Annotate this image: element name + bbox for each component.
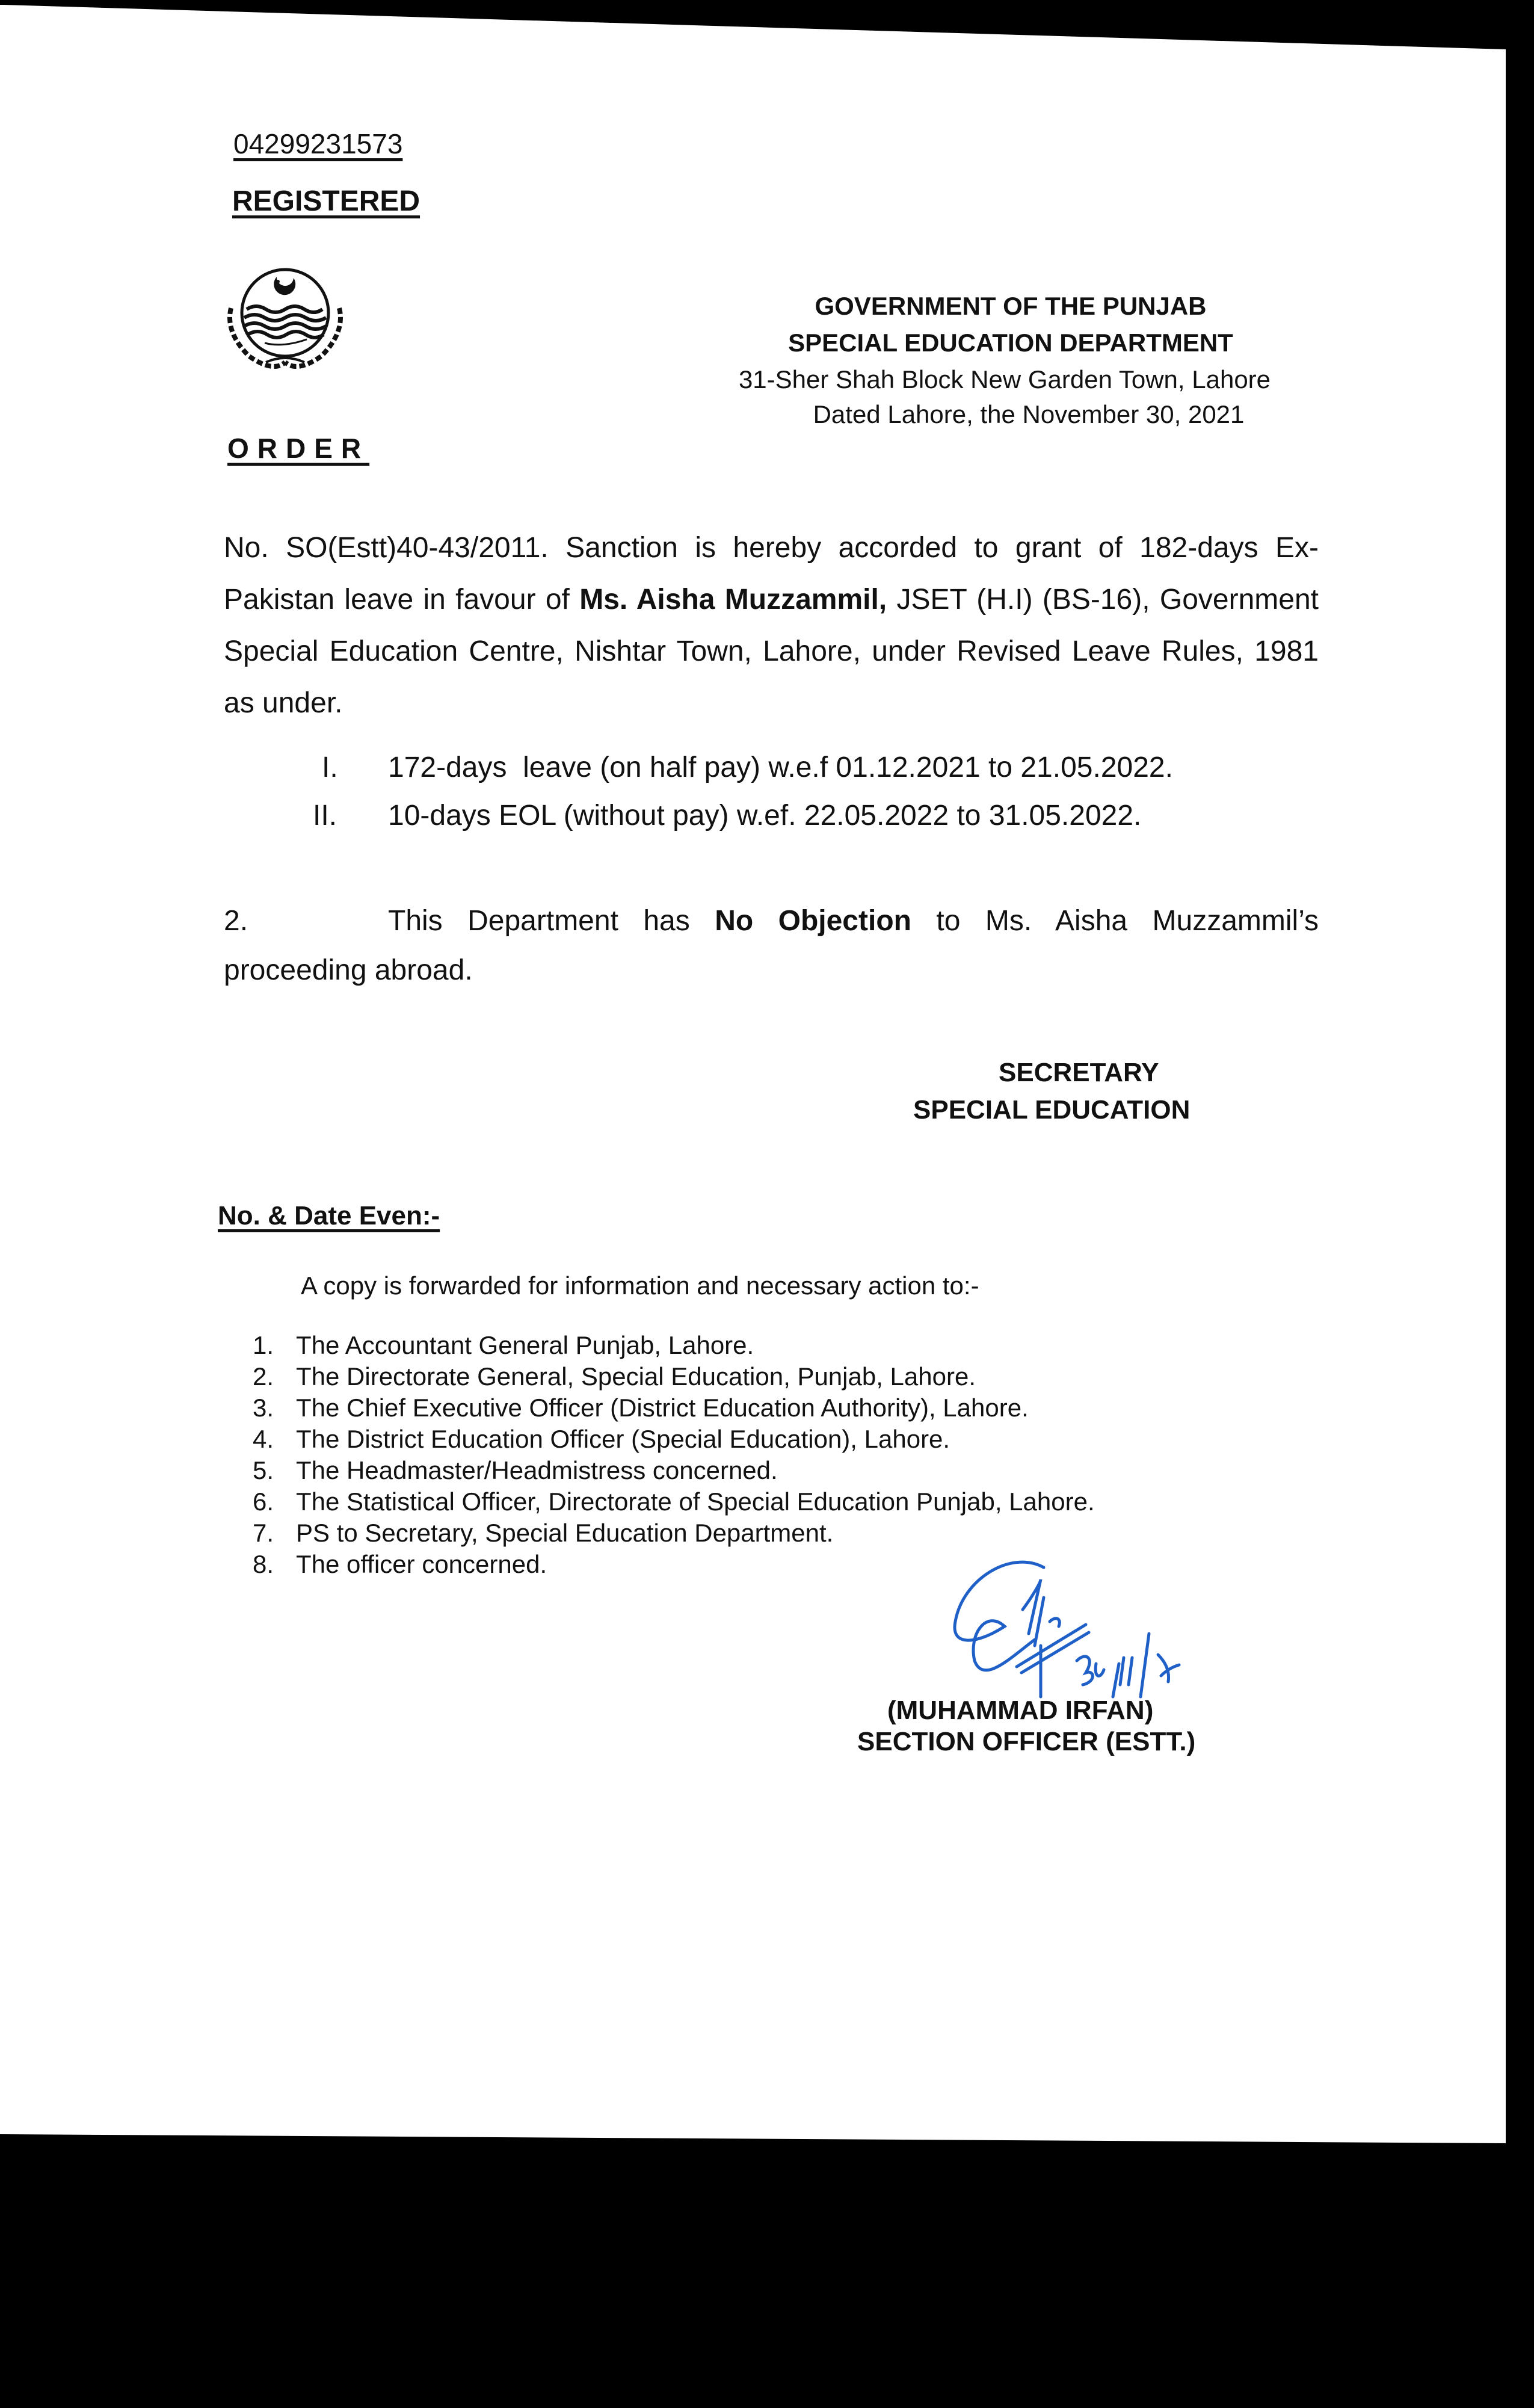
- paragraph-2-number: 2.: [224, 905, 248, 937]
- no-objection-paragraph: [388, 904, 1319, 937]
- recipient-text: The Headmaster/Headmistress concerned.: [296, 1456, 778, 1484]
- sanction-text-part2: JSET (H.I) (BS-16), Government Special Education Centre, Nishtar Town, Lahore, under Revised Leave Rules, 1981 as under.: [224, 584, 1319, 719]
- signatory-designation: SECTION OFFICER (ESTT.): [857, 1727, 1196, 1756]
- authority-department: SPECIAL EDUCATION: [913, 1095, 1191, 1125]
- reference-phone-number: 04299231573: [233, 128, 403, 159]
- header-department: SPECIAL EDUCATION DEPARTMENT: [788, 329, 1233, 357]
- recipient-text: PS to Secretary, Special Education Department.: [296, 1519, 834, 1547]
- header-government: GOVERNMENT OF THE PUNJAB: [815, 292, 1207, 320]
- recipient-number: 4.: [253, 1425, 274, 1453]
- recipient-number: 7.: [253, 1519, 274, 1547]
- no-objection-text-part1: This Department has: [388, 905, 715, 937]
- recipient-text: The officer concerned.: [296, 1550, 547, 1578]
- leave-item-number: I.: [322, 752, 338, 783]
- recipient-text: The District Education Officer (Special Education), Lahore.: [296, 1425, 950, 1453]
- copy-intro: A copy is forwarded for information and necessary action to:-: [301, 1271, 979, 1300]
- employee-name: Ms. Aisha Muzzammil,: [579, 584, 887, 616]
- authority-title: SECRETARY: [999, 1058, 1159, 1087]
- signatory-name: (MUHAMMAD IRFAN): [887, 1696, 1154, 1725]
- recipient-number: 8.: [253, 1550, 274, 1578]
- header-address: 31-Sher Shah Block New Garden Town, Lahore: [738, 365, 1271, 394]
- no-objection-line2: proceeding abroad.: [224, 954, 473, 986]
- recipient-number: 5.: [253, 1456, 274, 1484]
- recipient-text: The Directorate General, Special Education, Punjab, Lahore.: [296, 1362, 976, 1391]
- order-title: ORDER: [227, 433, 370, 464]
- recipient-item: [253, 1331, 754, 1360]
- no-objection-bold: No Objection: [715, 905, 911, 937]
- recipient-item: [253, 1519, 833, 1548]
- sanction-text-part1: No. SO(Estt)40-43/2011. Sanction is hereby accorded to grant of 182-days Ex-Pakistan leave in favour of: [224, 532, 1319, 616]
- handwritten-signature: [938, 1555, 1215, 1700]
- leave-item-text: 10-days EOL (without pay) w.ef. 22.05.2022 to 31.05.2022.: [388, 800, 1142, 832]
- recipient-item: [253, 1425, 950, 1454]
- recipient-item: [253, 1394, 1029, 1422]
- sanction-paragraph: [224, 522, 1319, 729]
- leave-item-text: 172-days leave (on half pay) w.e.f 01.12.2021 to 21.05.2022.: [388, 752, 1173, 783]
- recipient-number: 6.: [253, 1487, 274, 1516]
- recipient-text: The Accountant General Punjab, Lahore.: [296, 1331, 754, 1359]
- recipient-number: 1.: [253, 1331, 274, 1359]
- leave-item-number: II.: [313, 800, 337, 832]
- no-objection-text-part2: to Ms. Aisha Muzzammil’s: [911, 905, 1319, 937]
- recipient-text: The Chief Executive Officer (District Education Authority), Lahore.: [296, 1394, 1029, 1422]
- recipient-number: 3.: [253, 1394, 274, 1422]
- recipient-item: [253, 1550, 547, 1579]
- punjab-emblem-icon: [218, 260, 353, 374]
- copy-heading: No. & Date Even:-: [218, 1201, 440, 1230]
- header-date: Dated Lahore, the November 30, 2021: [813, 400, 1245, 428]
- recipient-item: [253, 1362, 976, 1391]
- recipient-number: 2.: [253, 1362, 274, 1391]
- recipient-item: [253, 1456, 778, 1485]
- recipient-text: The Statistical Officer, Directorate of Special Education Punjab, Lahore.: [296, 1487, 1095, 1516]
- registered-label: REGISTERED: [232, 185, 420, 217]
- recipient-item: [253, 1487, 1095, 1516]
